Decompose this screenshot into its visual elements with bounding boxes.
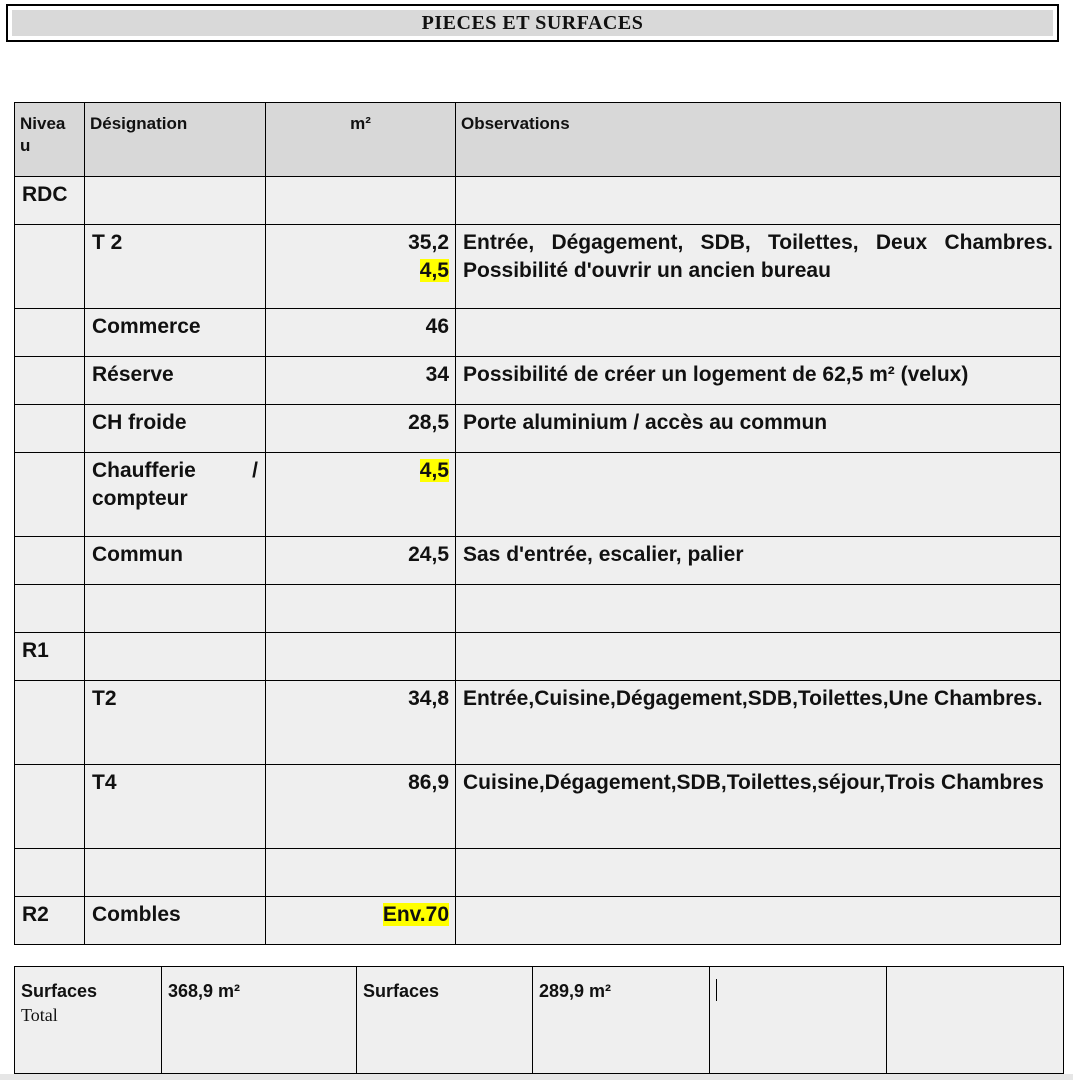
table-row — [15, 309, 1061, 357]
header-designation: Désignation — [85, 103, 266, 177]
cell-m2 — [266, 633, 456, 681]
cell-observations: Possibilité de créer un logement de 62,5 m² (velux) — [456, 357, 1061, 405]
cell-designation: CH froide — [85, 405, 266, 453]
cell-m2 — [266, 681, 456, 765]
table-row — [15, 765, 1061, 849]
summary-empty-cell-cursor[interactable] — [710, 967, 887, 1074]
cell-niveau — [15, 849, 85, 897]
summary-table — [14, 966, 1064, 1074]
cell-observations — [456, 309, 1061, 357]
cell-observations: Entrée,Cuisine,Dégagement,SDB,Toilettes,Une Chambres. — [456, 681, 1061, 765]
cell-niveau — [15, 537, 85, 585]
surface-value: 34,8 — [408, 687, 449, 710]
header-niveau: Nivea u — [15, 103, 85, 177]
cell-designation: Combles — [85, 897, 266, 945]
table-row — [15, 585, 1061, 633]
table-header-row — [15, 103, 1061, 177]
cell-niveau — [15, 765, 85, 849]
cell-niveau — [15, 585, 85, 633]
cell-m2 — [266, 225, 456, 309]
cell-designation — [85, 633, 266, 681]
cell-m2 — [266, 309, 456, 357]
table-row — [15, 357, 1061, 405]
cell-niveau — [15, 453, 85, 537]
cell-niveau: R1 — [15, 633, 85, 681]
summary-empty-cell[interactable] — [887, 967, 1064, 1074]
table-row — [15, 537, 1061, 585]
summary-total-label-cell — [15, 967, 162, 1074]
text-cursor — [716, 979, 717, 1001]
table-row — [15, 177, 1061, 225]
cell-m2 — [266, 405, 456, 453]
cell-designation — [85, 177, 266, 225]
table-row — [15, 897, 1061, 945]
cell-niveau — [15, 681, 85, 765]
cell-niveau — [15, 225, 85, 309]
cell-designation: Réserve — [85, 357, 266, 405]
cell-m2 — [266, 585, 456, 633]
table-row — [15, 225, 1061, 309]
cell-observations — [456, 453, 1061, 537]
summary-total-sublabel: Total — [21, 1005, 58, 1025]
page-title: PIECES ET SURFACES — [12, 10, 1053, 36]
cell-observations: Cuisine,Dégagement,SDB,Toilettes,séjour,Trois Chambres — [456, 765, 1061, 849]
cell-designation: Commun — [85, 537, 266, 585]
cell-observations — [456, 633, 1061, 681]
surface-value: 34 — [425, 363, 449, 386]
cell-m2 — [266, 765, 456, 849]
summary-total-label: Surfaces — [21, 981, 98, 1001]
highlighted-surface-value: 4,5 — [419, 459, 449, 482]
header-m2: m² — [266, 103, 456, 177]
title-box — [6, 4, 1059, 42]
cell-m2 — [266, 177, 456, 225]
summary-label-2: Surfaces — [357, 967, 533, 1074]
cell-observations: Entrée, Dégagement, SDB, Toilettes, Deux Chambres. Possibilité d'ouvrir un ancien bureau — [456, 225, 1061, 309]
cell-niveau: RDC — [15, 177, 85, 225]
table-row — [15, 633, 1061, 681]
cell-observations: Porte aluminium / accès au commun — [456, 405, 1061, 453]
surface-value: 28,5 — [408, 411, 449, 434]
table-row — [15, 453, 1061, 537]
cell-designation — [85, 849, 266, 897]
cell-designation — [85, 585, 266, 633]
cell-m2 — [266, 357, 456, 405]
surface-value: 24,5 — [408, 543, 449, 566]
cell-m2 — [266, 453, 456, 537]
bottom-band — [0, 1074, 1073, 1080]
surface-value: 86,9 — [408, 771, 449, 794]
summary-value-2: 289,9 m² — [533, 967, 710, 1074]
cell-observations — [456, 897, 1061, 945]
surface-value: 35,2 — [408, 231, 449, 254]
cell-designation: Chaufferie / compteur — [85, 453, 266, 537]
cell-niveau — [15, 357, 85, 405]
summary-row — [15, 967, 1064, 1074]
summary-total-value: 368,9 m² — [162, 967, 357, 1074]
cell-observations — [456, 585, 1061, 633]
cell-m2 — [266, 849, 456, 897]
cell-observations — [456, 177, 1061, 225]
table-row — [15, 681, 1061, 765]
table-row — [15, 405, 1061, 453]
cell-observations — [456, 849, 1061, 897]
highlighted-surface-value: Env.70 — [382, 903, 449, 926]
cell-designation: Commerce — [85, 309, 266, 357]
cell-niveau — [15, 309, 85, 357]
cell-niveau: R2 — [15, 897, 85, 945]
header-observations: Observations — [456, 103, 1061, 177]
cell-observations: Sas d'entrée, escalier, palier — [456, 537, 1061, 585]
cell-m2 — [266, 897, 456, 945]
surface-value: 46 — [425, 315, 449, 338]
table-row — [15, 849, 1061, 897]
cell-designation: T 2 — [85, 225, 266, 309]
cell-designation: T4 — [85, 765, 266, 849]
cell-designation: T2 — [85, 681, 266, 765]
highlighted-surface-value: 4,5 — [419, 259, 449, 282]
cell-m2 — [266, 537, 456, 585]
surfaces-table — [14, 102, 1061, 945]
cell-niveau — [15, 405, 85, 453]
